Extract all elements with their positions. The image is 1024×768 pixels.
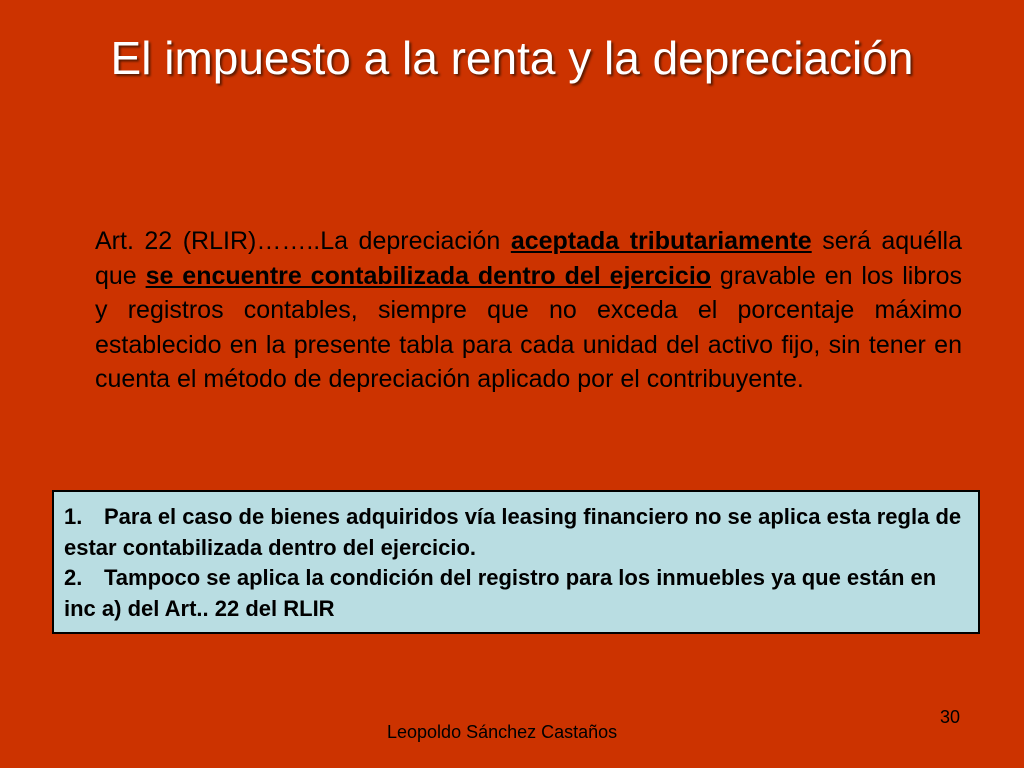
page-number: 30 bbox=[940, 707, 961, 727]
notes-box bbox=[52, 490, 980, 634]
article-text-part3: gravable en los libros y registros contables, siempre que no exceda el porcentaje máximo establecido en la presente tabla para cada unidad del activo fijo, sin tener en cuenta el método de depreciación aplicado por el contribuyente. bbox=[95, 261, 962, 393]
article-paragraph bbox=[95, 224, 962, 397]
footer-author: Leopoldo Sánchez Castaños bbox=[387, 722, 618, 742]
note-text: Tampoco se aplica la condición del registro para los inmuebles ya que están en inc a) del Art.. 22 del RLIR bbox=[64, 565, 937, 621]
article-emphasis-accepted: aceptada tributariamente bbox=[510, 227, 812, 255]
article-text-part1: Art. 22 (RLIR)……..La depreciación bbox=[95, 227, 511, 255]
article-text-part2: será aquélla que bbox=[95, 227, 962, 290]
note-item bbox=[64, 502, 968, 563]
slide-title: El impuesto a la renta y la depreciación bbox=[110, 32, 914, 84]
note-item bbox=[64, 563, 968, 624]
article-emphasis-recorded: se encuentre contabilizada dentro del ejercicio bbox=[145, 261, 712, 290]
note-text: Para el caso de bienes adquiridos vía leasing financiero no se aplica esta regla de estar contabilizada dentro del ejercicio. bbox=[64, 504, 962, 560]
note-number: 2. bbox=[64, 565, 83, 590]
note-number: 1. bbox=[64, 504, 83, 529]
